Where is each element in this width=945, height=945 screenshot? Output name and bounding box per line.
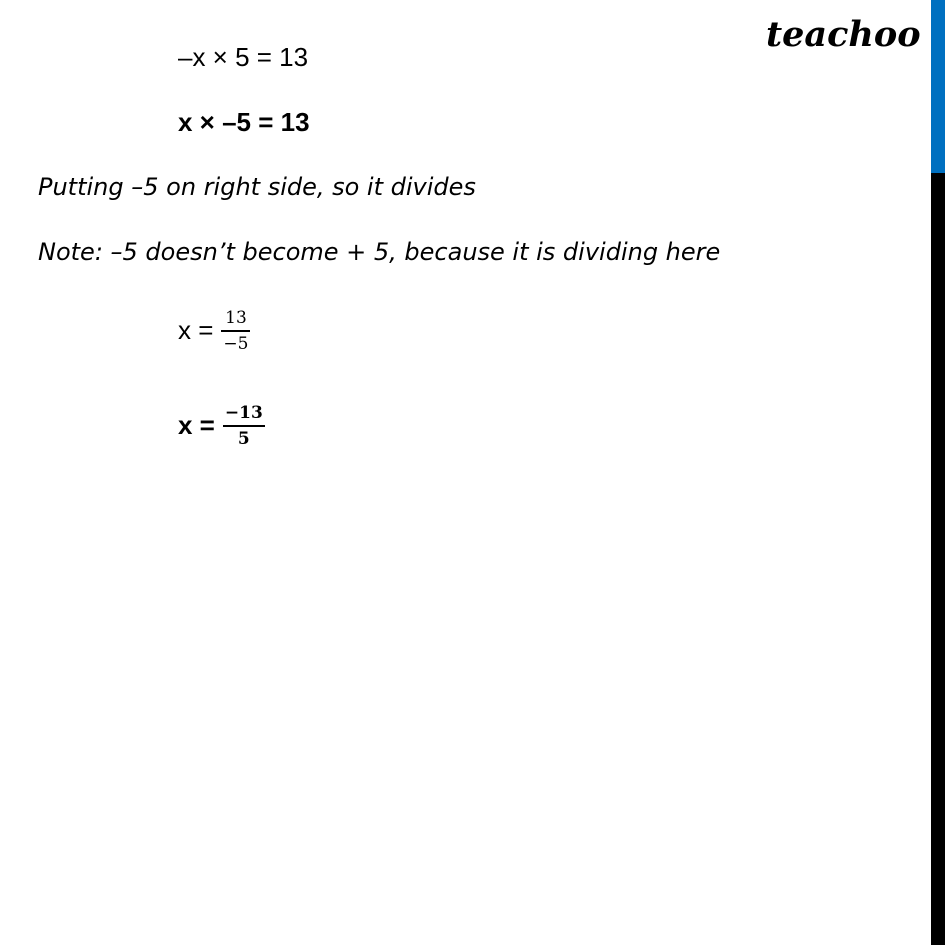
sidebar-accent-blue bbox=[931, 0, 945, 173]
equation-step-1: –x × 5 = 13 bbox=[178, 42, 309, 72]
sidebar-accent-black bbox=[931, 173, 945, 945]
fraction bbox=[223, 403, 265, 449]
explanation-note-1: Putting –5 on right side, so it divides bbox=[38, 173, 476, 201]
fraction-numerator: 13 bbox=[225, 308, 247, 328]
fraction-denominator: −5 bbox=[223, 333, 249, 354]
fraction-denominator: 5 bbox=[237, 428, 250, 449]
equation-step-3 bbox=[178, 308, 250, 354]
equation-step-2: x × –5 = 13 bbox=[178, 107, 310, 137]
equation-lhs: x = bbox=[178, 315, 214, 346]
equation-step-4 bbox=[178, 403, 265, 449]
fraction-numerator: −13 bbox=[224, 403, 263, 423]
equation-lhs: x = bbox=[178, 410, 215, 441]
fraction bbox=[221, 308, 250, 354]
explanation-note-2: Note: –5 doesn’t become + 5, because it is dividing here bbox=[38, 238, 721, 266]
teachoo-logo: teachoo bbox=[766, 14, 921, 55]
